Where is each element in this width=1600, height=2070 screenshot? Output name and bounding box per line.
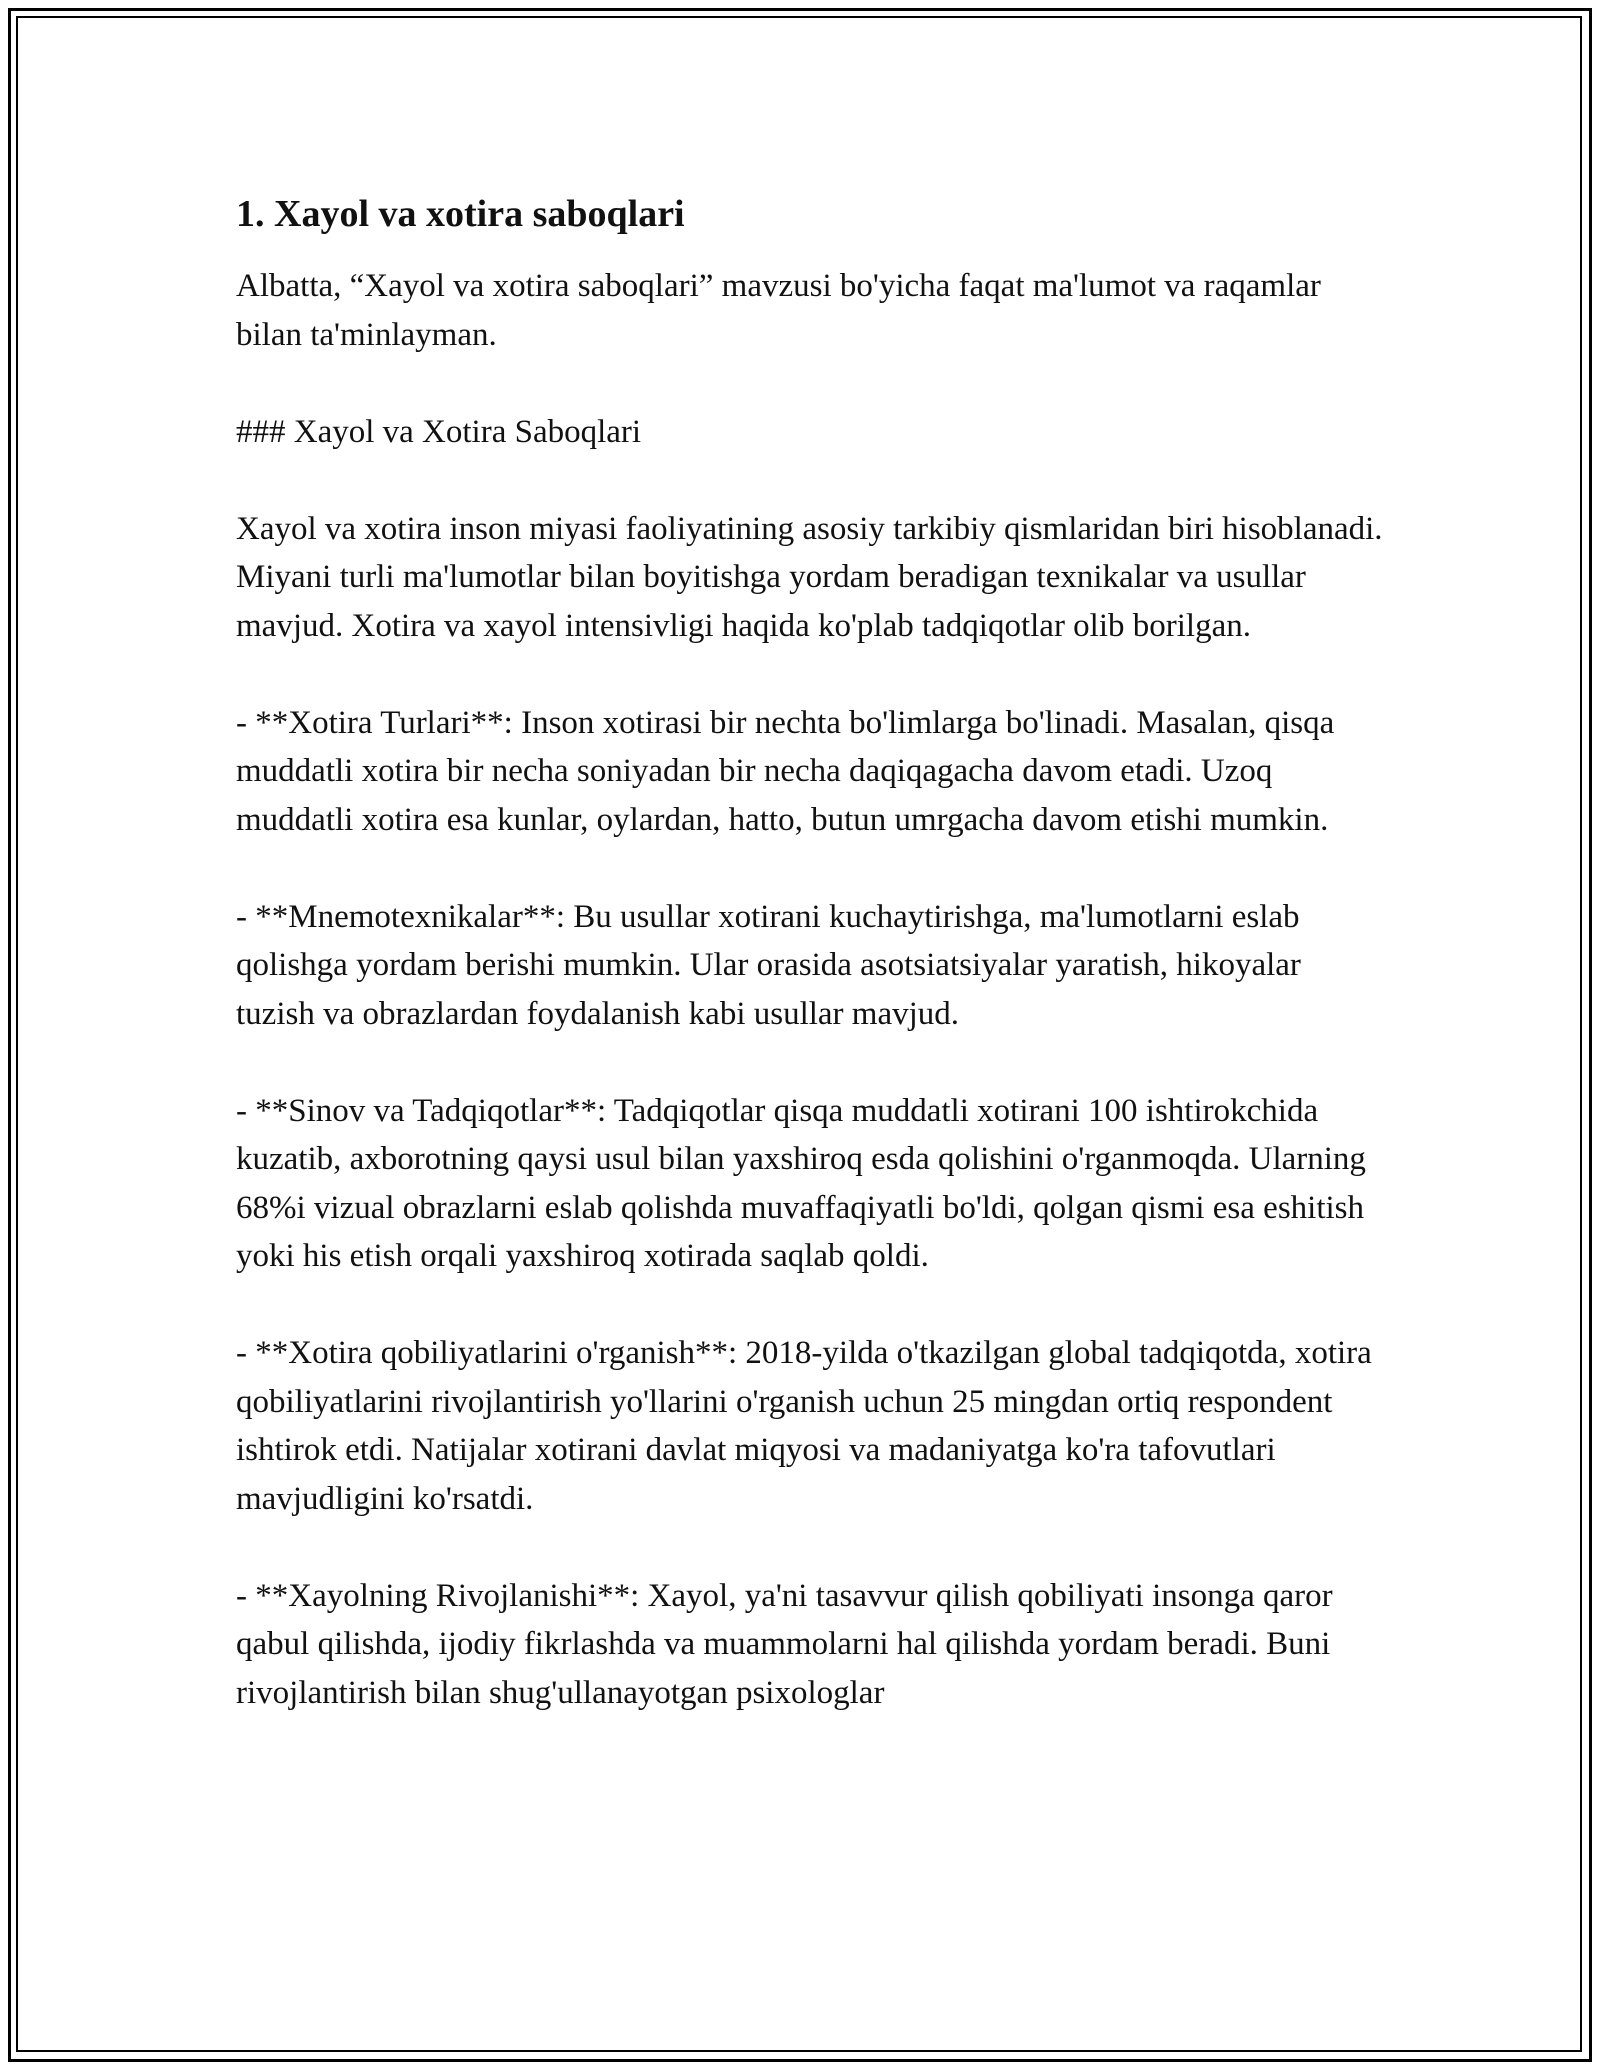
intro-paragraph: Albatta, “Xayol va xotira saboqlari” mavzusi bo'yicha faqat ma'lumot va raqamlar bilan ta'minlayman. [236, 268, 1330, 353]
body-paragraph: Xayol va xotira inson miyasi faoliyatining asosiy tarkibiy qismlaridan biri hisoblanadi. Miyani turli ma'lumotlar bilan boyitishga yordam beradigan texnikalar va usullar mavjud. Xotira va xayol intensivligi haqida ko'plab tadqiqotlar olib borilgan. [236, 510, 1391, 644]
document-title: 1. Xayol va xotira saboqlari [236, 193, 685, 235]
list-item-mnemotexnikalar: - **Mnemotexnikalar**: Bu usullar xotirani kuchaytirishga, ma'lumotlarni eslab qolishga yordam berishi mumkin. Ular orasida asotsiatsiyalar yaratish, hikoyalar tuzish va obrazlardan foydalanish kabi usullar mavjud. [236, 898, 1310, 1032]
list-item-xotira-turlari: - **Xotira Turlari**: Inson xotirasi bir nechta bo'limlarga bo'linadi. Masalan, qisqa muddatli xotira bir necha soniyadan bir necha daqiqagacha davom etadi. Uzoq muddatli xotira esa kunlar, oylardan, hatto, butun umrgacha davom etishi mumkin. [236, 704, 1343, 838]
section-heading-markdown: ### Xayol va Xotira Saboqlari [236, 413, 642, 450]
list-item-sinov-tadqiqotlar: - **Sinov va Tadqiqotlar**: Tadqiqotlar qisqa muddatli xotirani 100 ishtirokchida kuzatib, axborotning qaysi usul bilan yaxshiroq esda qolishini o'rganmoqda. Ularning 68%i vizual obrazlarni eslab qolishda muvaffaqiyatli bo'ldi, qolgan qismi esa eshitish yoki his etish orqali yaxshiroq xotirada saqlab qoldi. [236, 1092, 1375, 1274]
document-body [236, 186, 1391, 1766]
list-item-xotira-qobiliyatlari: - **Xotira qobiliyatlarini o'rganish**: 2018-yilda o'tkazilgan global tadqiqotda, xotira qobiliyatlarini rivojlantirish yo'llarini o'rganish uchun 25 mingdan ortiq respondent ishtirok etdi. Natijalar xotirani davlat miqyosi va madaniyatga ko'ra tafovutlari mavjudligini ko'rsatdi. [236, 1335, 1381, 1517]
list-item-xayol-rivojlanishi: - **Xayolning Rivojlanishi**: Xayol, ya'ni tasavvur qilish qobiliyati insonga qaror qabul qilishda, ijodiy fikrlashda va muammolarni hal qilishda yordam beradi. Buni rivojlantirish bilan shug'ullanayotgan psixologlar [236, 1577, 1341, 1711]
